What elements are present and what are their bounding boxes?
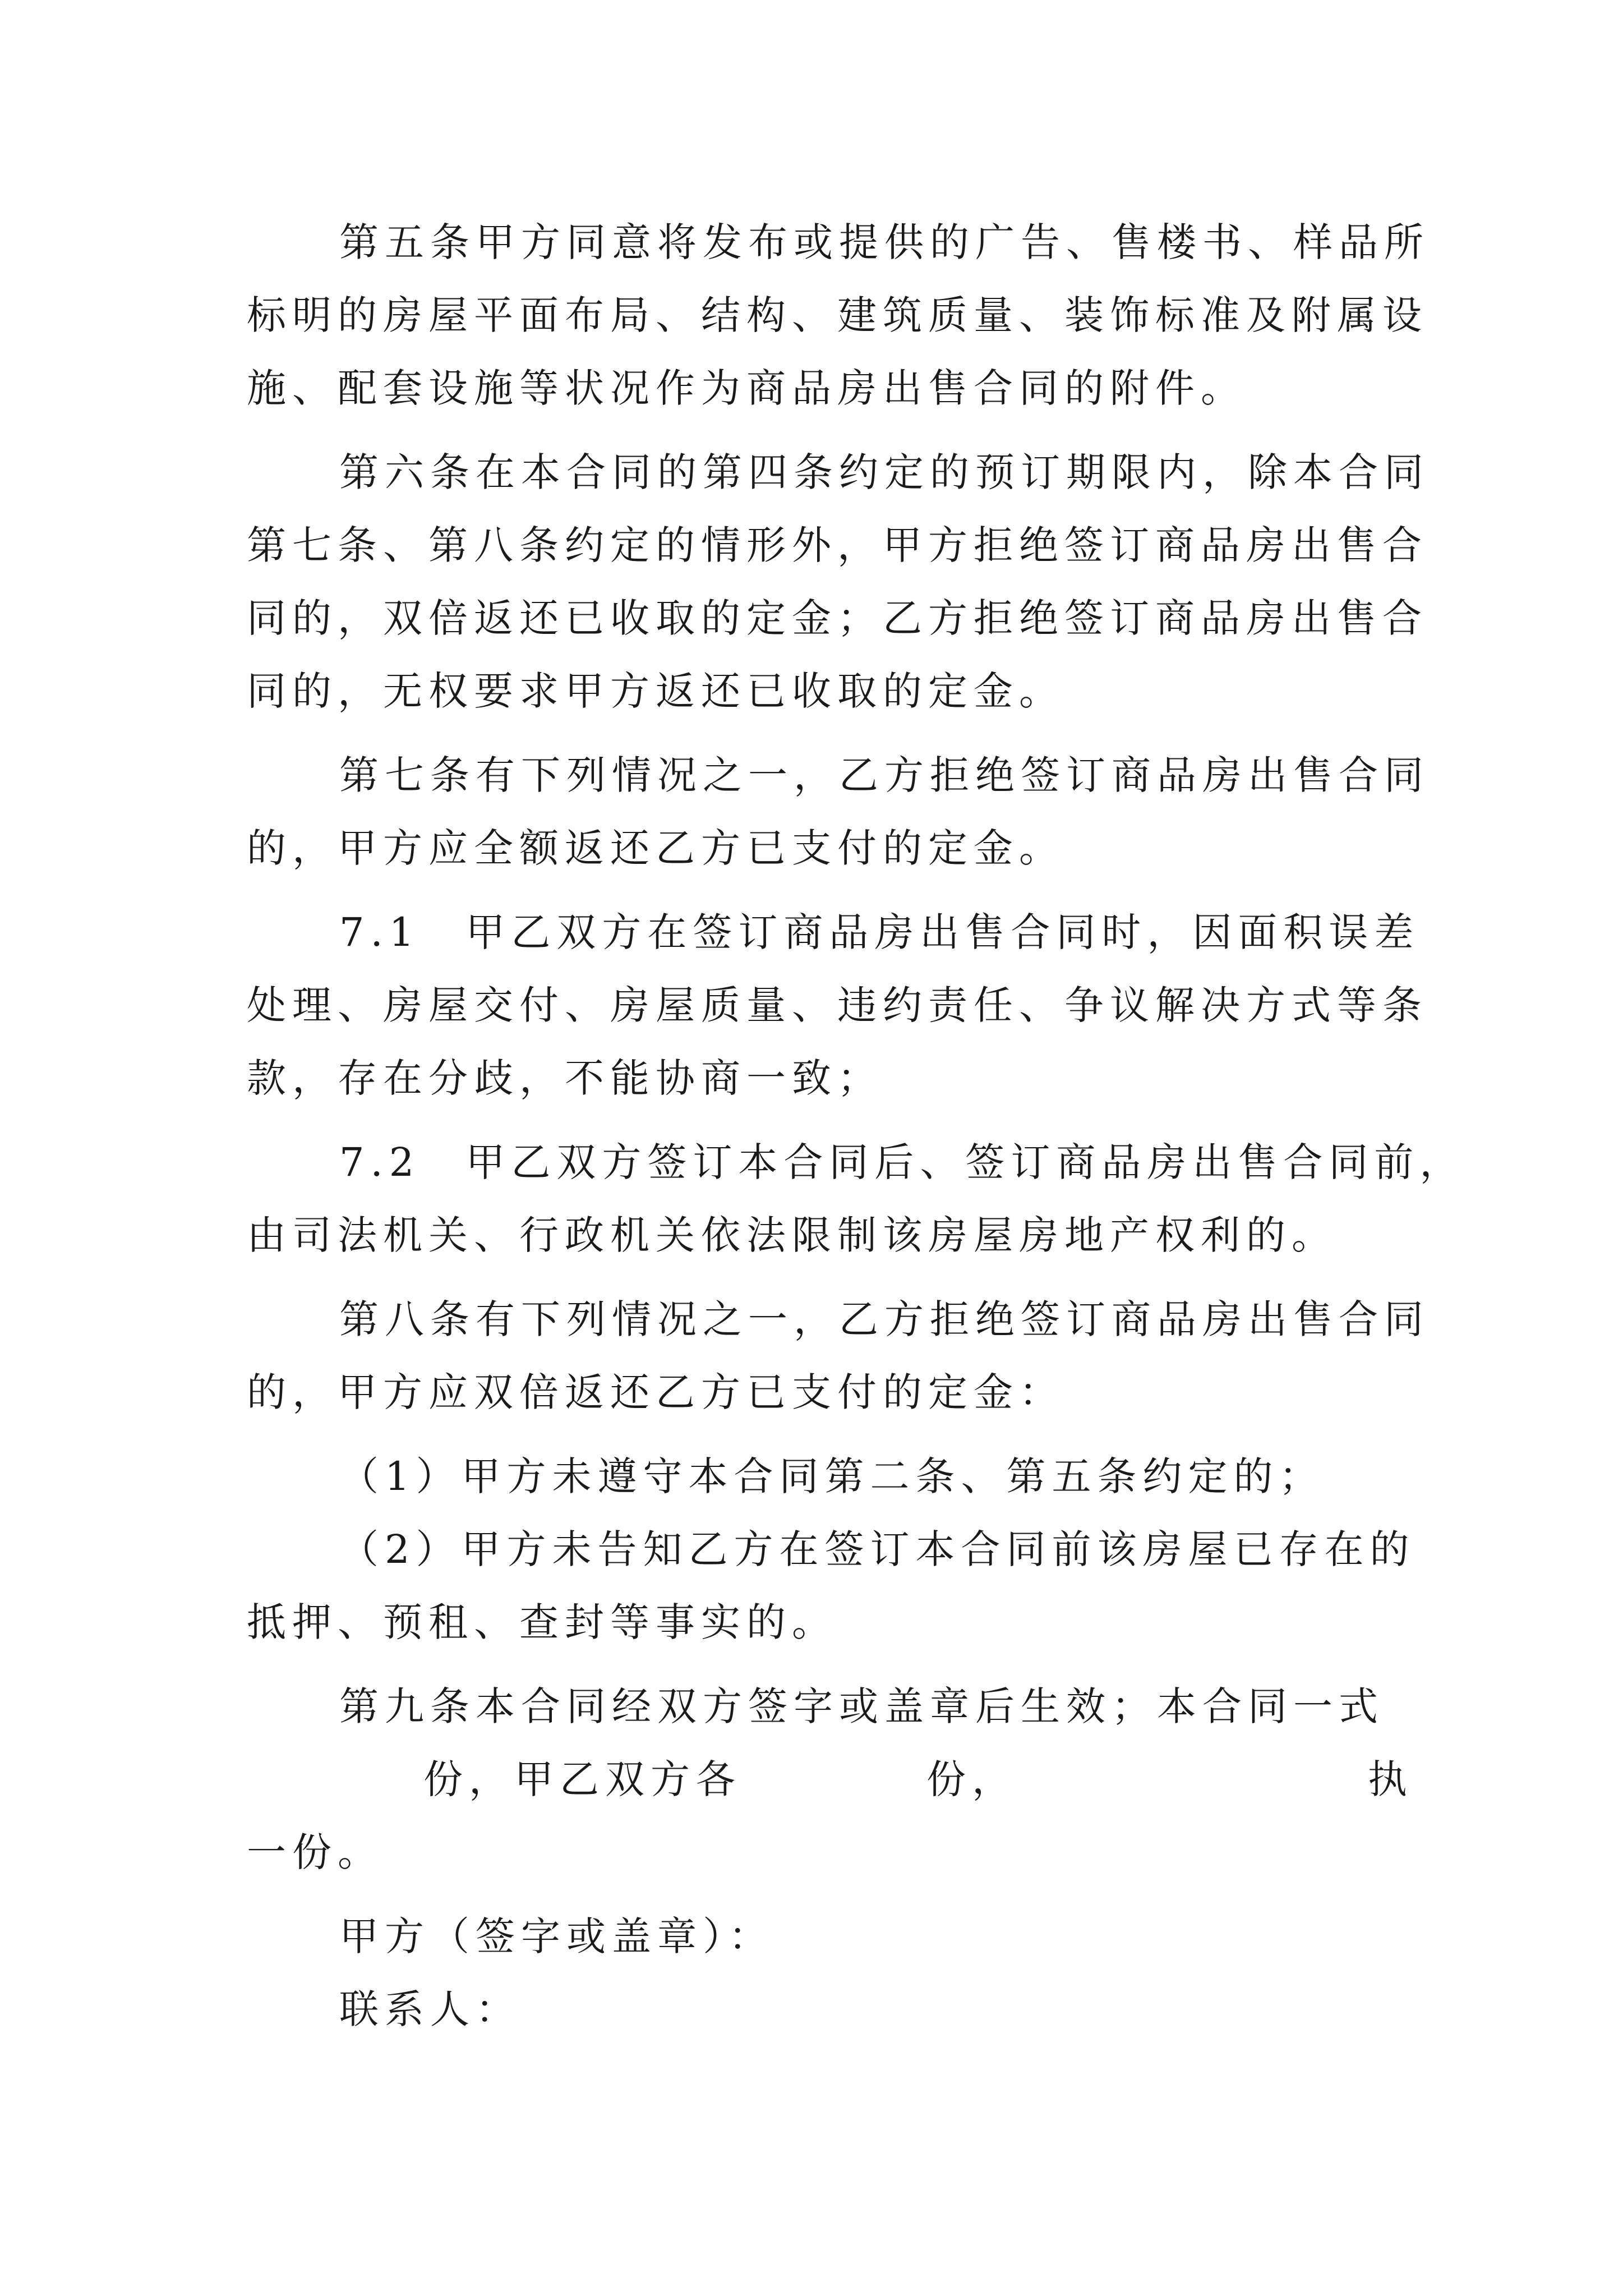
item-1: （1）甲方未遵守本合同第二条、第五条约定的； — [339, 1453, 1325, 1499]
clause-7-1-line-1: 7.1 甲乙双方在签订商品房出售合同时，因面积误差 — [339, 909, 1420, 955]
article-5-line-2: 标明的房屋平面布局、结构、建筑质量、装饰标准及附属设 — [247, 292, 1428, 338]
article-6-line-4: 同的，无权要求甲方返还已收取的定金。 — [247, 668, 1064, 714]
article-8-line-1: 第八条有下列情况之一，乙方拒绝签订商品房出售合同 — [339, 1296, 1430, 1342]
article-5-line-1: 第五条甲方同意将发布或提供的广告、售楼书、样品所 — [339, 219, 1430, 265]
article-7-line-2: 的，甲方应全额返还乙方已支付的定金。 — [247, 825, 1064, 871]
article-6-line-2: 第七条、第八条约定的情形外，甲方拒绝签订商品房出售合 — [247, 522, 1428, 568]
contact-person-line: 联系人： — [339, 1986, 521, 2032]
article-5-line-3: 施、配套设施等状况作为商品房出售合同的附件。 — [247, 365, 1246, 411]
article-7-line-1: 第七条有下列情况之一，乙方拒绝签订商品房出售合同 — [339, 752, 1430, 798]
article-6-line-3: 同的，双倍返还已收取的定金；乙方拒绝签订商品房出售合 — [247, 595, 1428, 641]
party-a-signature-line: 甲方（签字或盖章）： — [339, 1913, 774, 1959]
item-2-line-1: （2）甲方未告知乙方在签订本合同前该房屋已存在的 — [339, 1526, 1415, 1572]
clause-7-2-line-2: 由司法机关、行政机关依法限制该房屋房地产权利的。 — [247, 1212, 1337, 1258]
article-9-line-3: 一份。 — [247, 1829, 383, 1875]
clause-7-1-line-2: 处理、房屋交付、房屋质量、违约责任、争议解决方式等条 — [247, 982, 1428, 1028]
article-9-copies-part: 份，甲乙双方各 — [423, 1756, 741, 1802]
article-9-line-2 — [0, 1751, 1623, 1807]
article-9-each-part: 份， — [926, 1756, 1017, 1802]
article-9-hold-part: 执 — [1368, 1756, 1413, 1802]
article-9-line-1: 第九条本合同经双方签字或盖章后生效；本合同一式 — [339, 1683, 1384, 1729]
item-2-line-2: 抵押、预租、查封等事实的。 — [247, 1599, 837, 1645]
clause-7-2-line-1: 7.2 甲乙双方签订本合同后、签订商品房出售合同前， — [339, 1139, 1465, 1185]
clause-7-1-line-3: 款，存在分歧，不能协商一致； — [247, 1055, 883, 1101]
article-6-line-1: 第六条在本合同的第四条约定的预订期限内，除本合同 — [339, 449, 1430, 495]
article-8-line-2: 的，甲方应双倍返还乙方已支付的定金： — [247, 1369, 1064, 1415]
